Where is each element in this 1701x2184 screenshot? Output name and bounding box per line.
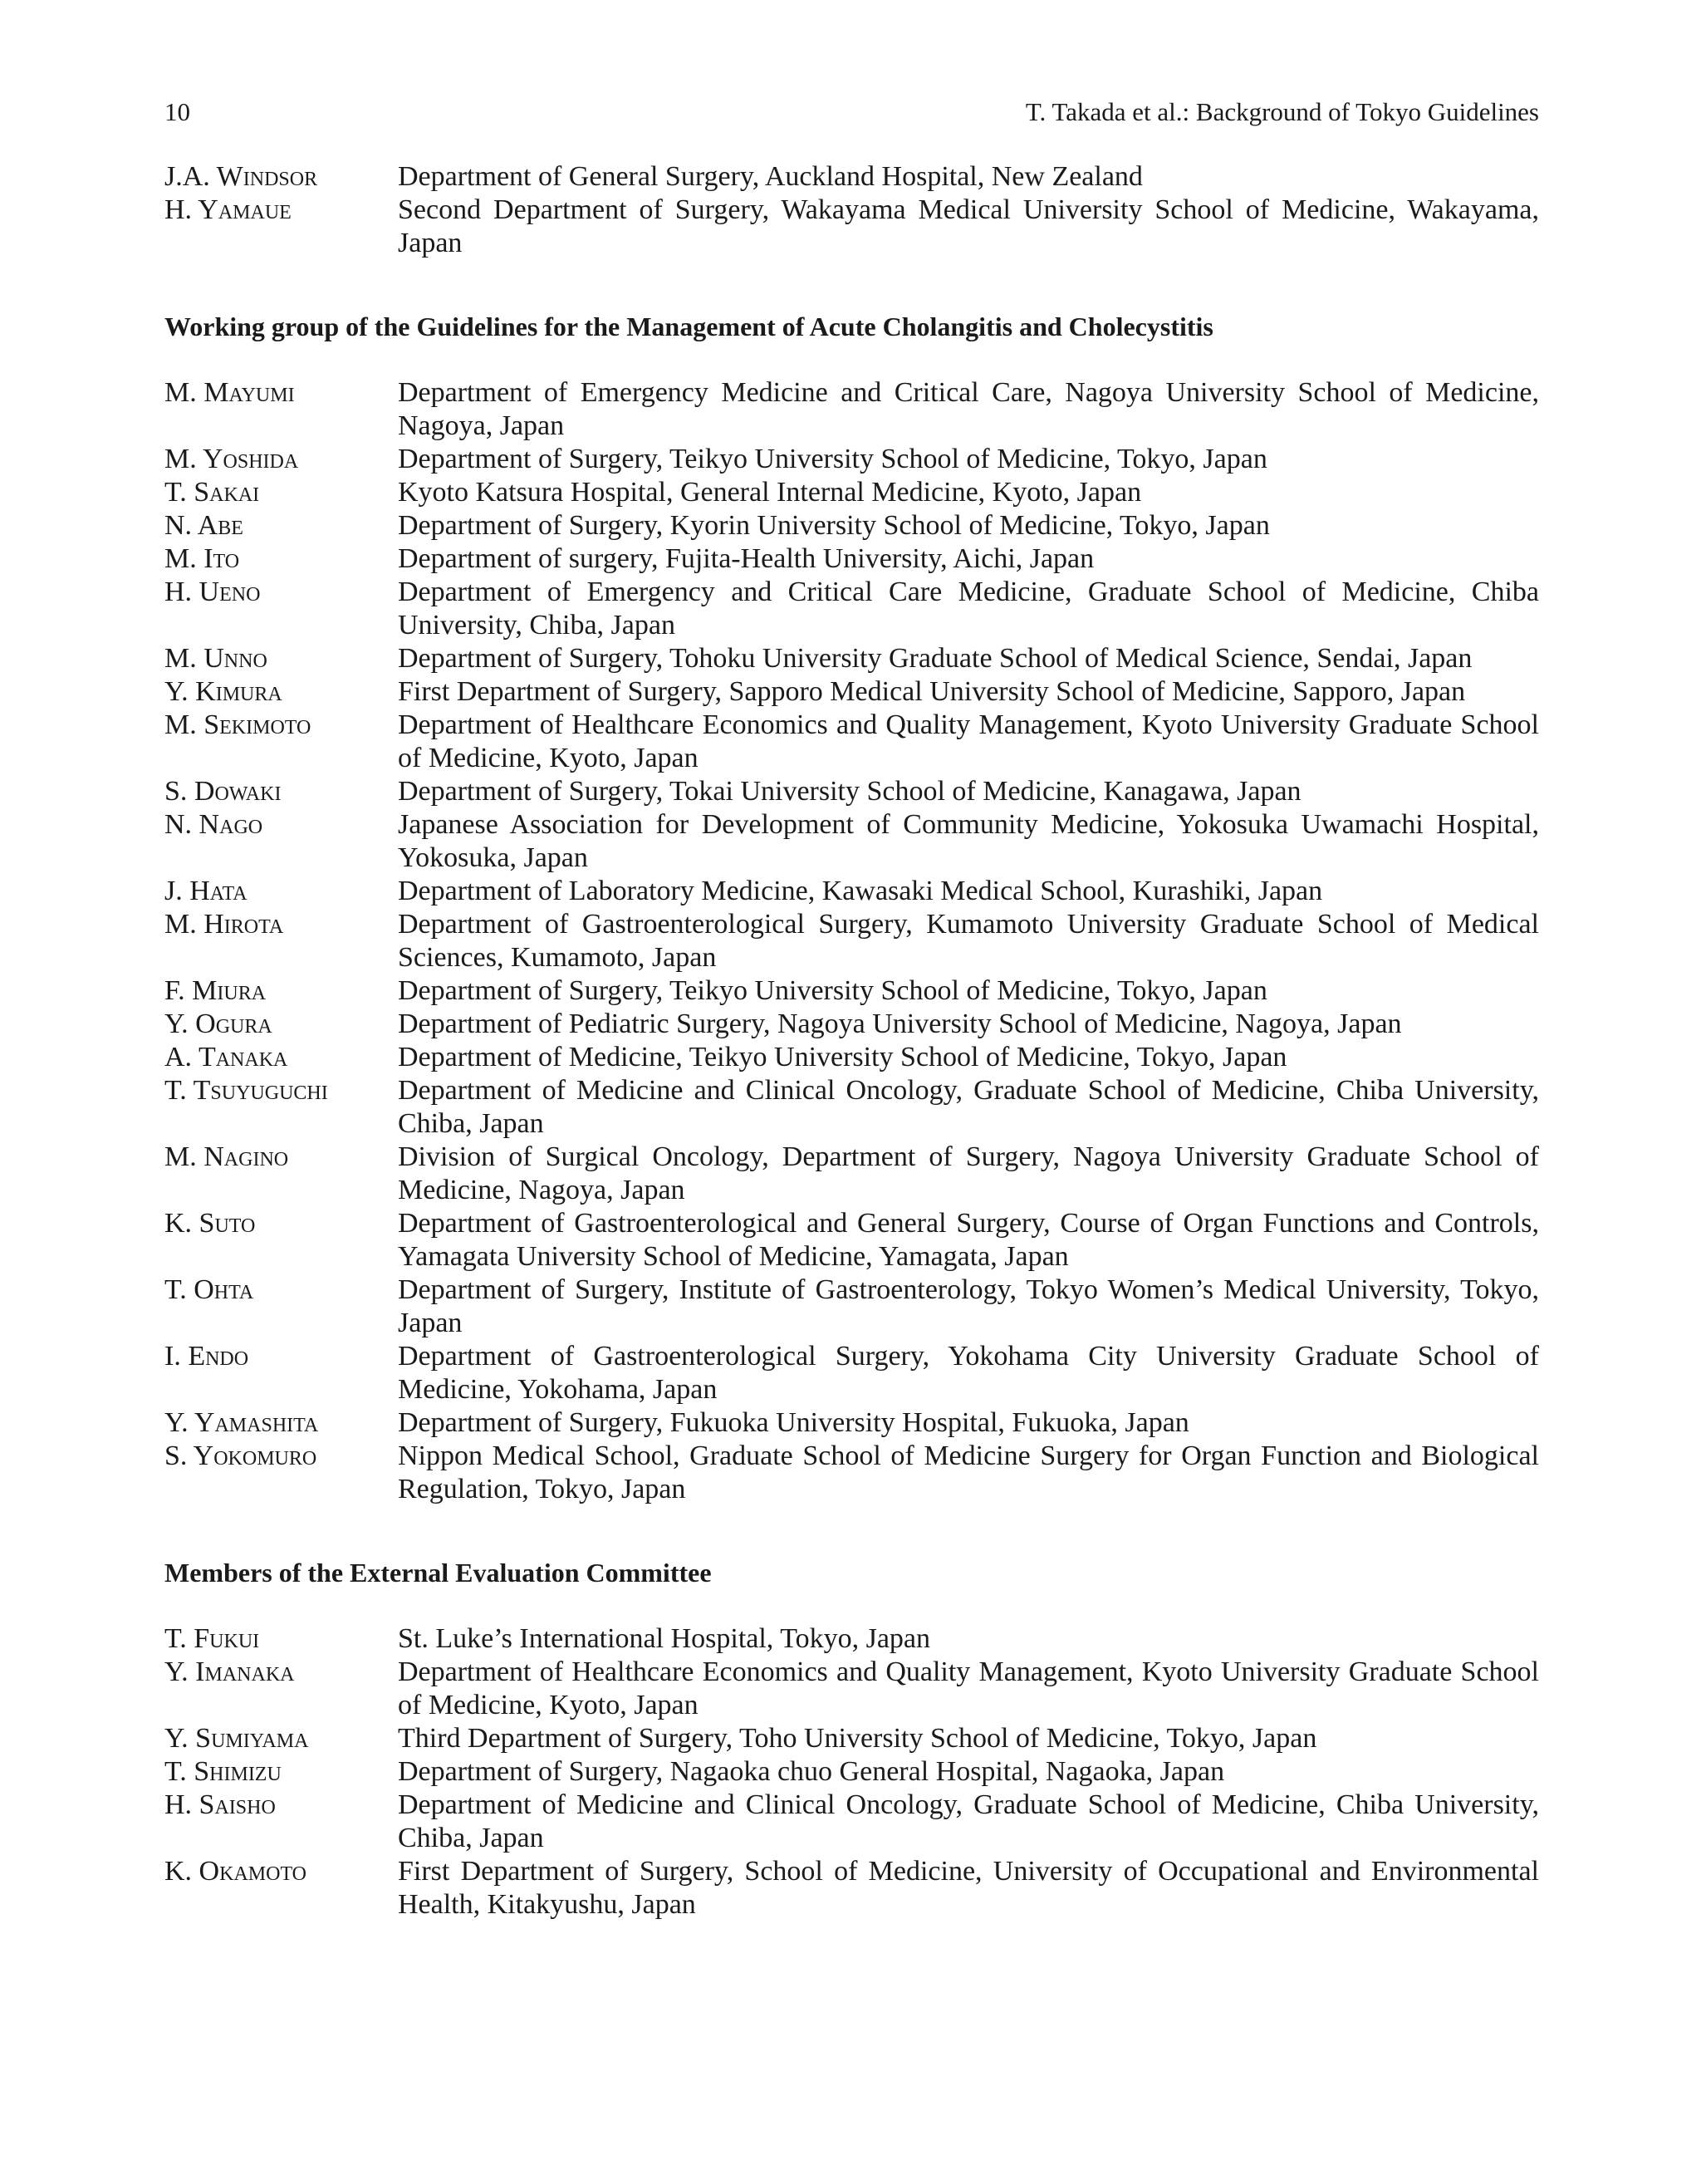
member-affiliation: St. Luke’s International Hospital, Tokyo, Japan: [398, 1623, 931, 1654]
member-name: M. Unno: [164, 643, 267, 674]
member-affiliation: Department of Laboratory Medicine, Kawasaki Medical School, Kurashiki, Japan: [398, 876, 1323, 906]
member-name: M. Sekimoto: [164, 709, 311, 740]
list-item: [164, 808, 1539, 875]
member-affiliation: Department of Surgery, Institute of Gastroenterology, Tokyo Women’s Medical University, Tokyo, Japan: [398, 1274, 1539, 1338]
member-affiliation: Department of Surgery, Nagaoka chuo General Hospital, Nagaoka, Japan: [398, 1756, 1225, 1787]
external-committee-heading: Members of the External Evaluation Committee: [164, 1558, 712, 1588]
list-item: [164, 443, 1539, 476]
list-item: [164, 1406, 1539, 1440]
member-name: Y. Imanaka: [164, 1656, 295, 1687]
member-affiliation: Department of Medicine and Clinical Oncology, Graduate School of Medicine, Chiba University, Chiba, Japan: [398, 1075, 1539, 1139]
list-item: [164, 1274, 1539, 1340]
member-affiliation: Nippon Medical School, Graduate School of Medicine Surgery for Organ Function and Biological Regulation, Tokyo, Japan: [398, 1440, 1539, 1504]
member-affiliation: Department of Pediatric Surgery, Nagoya University School of Medicine, Nagoya, Japan: [398, 1009, 1402, 1039]
member-name: N. Nago: [164, 809, 263, 840]
member-affiliation: Department of Gastroenterological and General Surgery, Course of Organ Functions and Controls, Yamagata University School of Medicine, Yamagata, Japan: [398, 1208, 1539, 1272]
list-item: [164, 509, 1539, 542]
list-item: [164, 775, 1539, 808]
list-item: [164, 1722, 1539, 1755]
list-item: [164, 1008, 1539, 1041]
list-item: [164, 476, 1539, 509]
member-affiliation: Department of Surgery, Fukuoka University Hospital, Fukuoka, Japan: [398, 1407, 1189, 1438]
list-item: [164, 1622, 1539, 1656]
member-name: M. Hirota: [164, 909, 284, 940]
list-item: [164, 875, 1539, 908]
member-name: S. Dowaki: [164, 776, 282, 807]
member-affiliation: First Department of Surgery, Sapporo Medical University School of Medicine, Sapporo, Japan: [398, 676, 1466, 707]
member-name: Y. Ogura: [164, 1009, 272, 1039]
member-affiliation: Department of Healthcare Economics and Quality Management, Kyoto University Graduate School of Medicine, Kyoto, Japan: [398, 709, 1539, 773]
member-affiliation: Second Department of Surgery, Wakayama Medical University School of Medicine, Wakayama, Japan: [398, 194, 1539, 258]
member-name: T. Sakai: [164, 477, 260, 508]
running-title: T. Takada et al.: Background of Tokyo Guidelines: [1025, 97, 1539, 126]
list-item: [164, 1141, 1539, 1207]
member-name: H. Saisho: [164, 1789, 276, 1820]
member-affiliation: Department of Gastroenterological Surgery, Kumamoto University Graduate School of Medical Sciences, Kumamoto, Japan: [398, 909, 1539, 973]
member-name: T. Ohta: [164, 1274, 254, 1305]
list-item: [164, 1656, 1539, 1722]
list-item: [164, 908, 1539, 974]
member-name: T. Tsuyuguchi: [164, 1075, 328, 1106]
list-item: [164, 675, 1539, 709]
member-name: H. Yamaue: [164, 194, 292, 225]
member-affiliation: Department of surgery, Fujita-Health University, Aichi, Japan: [398, 543, 1095, 574]
list-item: [164, 709, 1539, 775]
list-item: [164, 1207, 1539, 1274]
list-item: [164, 1340, 1539, 1406]
list-item: [164, 576, 1539, 642]
member-name: Y. Yamashita: [164, 1407, 319, 1438]
member-affiliation: Department of Surgery, Teikyo University School of Medicine, Tokyo, Japan: [398, 975, 1267, 1006]
member-name: T. Shimizu: [164, 1756, 282, 1787]
member-name: N. Abe: [164, 510, 243, 541]
member-affiliation: First Department of Surgery, School of Medicine, University of Occupational and Environmental Health, Kitakyushu, Japan: [398, 1856, 1539, 1920]
member-name: I. Endo: [164, 1341, 249, 1372]
member-affiliation: Department of General Surgery, Auckland Hospital, New Zealand: [398, 161, 1143, 192]
working-group-heading: Working group of the Guidelines for the Management of Acute Cholangitis and Cholecystitis: [164, 312, 1213, 341]
working-group-list: [164, 376, 1539, 1506]
list-item: [164, 1789, 1539, 1855]
member-affiliation: Japanese Association for Development of Community Medicine, Yokosuka Uwamachi Hospital, Yokosuka, Japan: [398, 809, 1539, 873]
page-header: [164, 94, 1539, 130]
member-affiliation: Department of Surgery, Tokai University School of Medicine, Kanagawa, Japan: [398, 776, 1301, 807]
page-body: [164, 160, 1539, 1921]
member-name: J. Hata: [164, 876, 248, 906]
external-committee-list: [164, 1622, 1539, 1921]
list-item: [164, 376, 1539, 443]
list-item: [164, 1755, 1539, 1789]
list-item: [164, 1440, 1539, 1506]
member-name: Y. Kimura: [164, 676, 282, 707]
list-item: [164, 974, 1539, 1008]
member-affiliation: Department of Gastroenterological Surgery, Yokohama City University Graduate School of Medicine, Yokohama, Japan: [398, 1341, 1539, 1405]
member-name: J.A. Windsor: [164, 161, 318, 192]
member-affiliation: Department of Medicine and Clinical Oncology, Graduate School of Medicine, Chiba University, Chiba, Japan: [398, 1789, 1539, 1853]
list-item: [164, 642, 1539, 675]
member-name: H. Ueno: [164, 577, 261, 607]
page-number: 10: [164, 97, 190, 126]
member-affiliation: Division of Surgical Oncology, Department of Surgery, Nagoya University Graduate School of Medicine, Nagoya, Japan: [398, 1141, 1539, 1205]
member-name: T. Fukui: [164, 1623, 260, 1654]
member-name: M. Ito: [164, 543, 240, 574]
member-affiliation: Department of Healthcare Economics and Quality Management, Kyoto University Graduate School of Medicine, Kyoto, Japan: [398, 1656, 1539, 1720]
list-item: [164, 160, 1539, 194]
member-name: M. Yoshida: [164, 444, 299, 474]
member-affiliation: Department of Medicine, Teikyo University School of Medicine, Tokyo, Japan: [398, 1042, 1287, 1072]
member-name: K. Okamoto: [164, 1856, 307, 1887]
member-affiliation: Department of Emergency and Critical Care Medicine, Graduate School of Medicine, Chiba University, Chiba, Japan: [398, 577, 1539, 640]
list-item: [164, 1074, 1539, 1141]
member-affiliation: Department of Emergency Medicine and Critical Care, Nagoya University School of Medicine, Nagoya, Japan: [398, 377, 1539, 441]
member-affiliation: Third Department of Surgery, Toho University School of Medicine, Tokyo, Japan: [398, 1723, 1317, 1754]
member-affiliation: Department of Surgery, Tohoku University Graduate School of Medical Science, Sendai, Japan: [398, 643, 1473, 674]
member-name: K. Suto: [164, 1208, 256, 1239]
member-affiliation: Kyoto Katsura Hospital, General Internal Medicine, Kyoto, Japan: [398, 477, 1142, 508]
member-name: M. Nagino: [164, 1141, 289, 1172]
member-name: Y. Sumiyama: [164, 1723, 309, 1754]
member-name: M. Mayumi: [164, 377, 295, 408]
list-item: [164, 1041, 1539, 1074]
member-name: S. Yokomuro: [164, 1440, 317, 1471]
member-affiliation: Department of Surgery, Kyorin University School of Medicine, Tokyo, Japan: [398, 510, 1270, 541]
list-item: [164, 1855, 1539, 1921]
top-entry-list: [164, 160, 1539, 260]
member-affiliation: Department of Surgery, Teikyo University School of Medicine, Tokyo, Japan: [398, 444, 1267, 474]
list-item: [164, 542, 1539, 576]
list-item: [164, 194, 1539, 260]
member-name: F. Miura: [164, 975, 267, 1006]
member-name: A. Tanaka: [164, 1042, 288, 1072]
